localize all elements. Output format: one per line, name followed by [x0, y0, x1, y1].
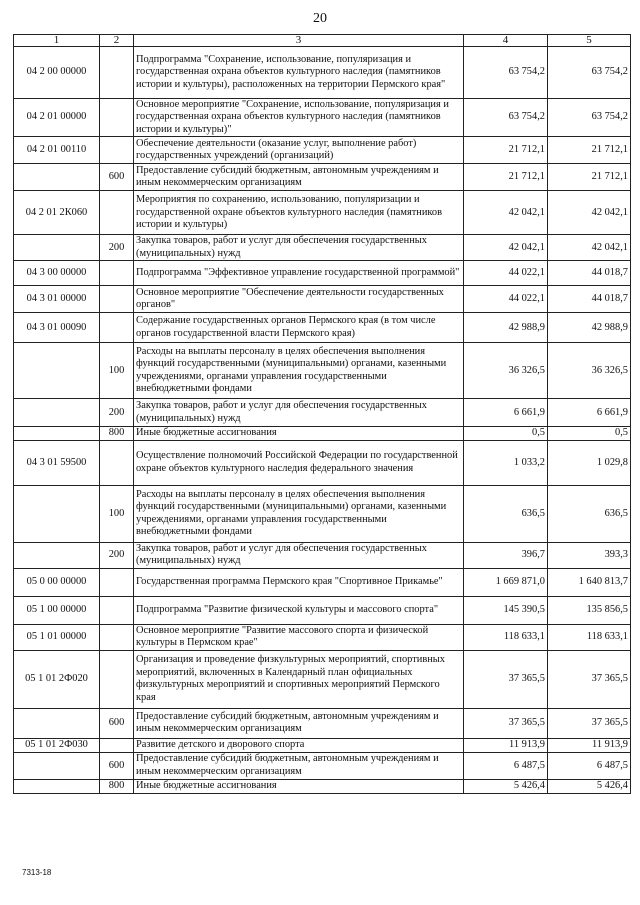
row-value-col5: 37 365,5 — [548, 708, 631, 738]
row-value-col5: 6 661,9 — [548, 399, 631, 427]
document-code: 7313-18 — [22, 868, 52, 877]
row-name: Предоставление субсидий бюджетным, автономным учреждениям и иным некоммерческим организациям — [134, 708, 464, 738]
row-value-col5: 636,5 — [548, 485, 631, 542]
table-row — [14, 440, 631, 485]
row-value-col5: 118 633,1 — [548, 624, 631, 650]
row-name: Предоставление субсидий бюджетным, автономным учреждениям и иным некоммерческим организациям — [134, 164, 464, 191]
row-code — [14, 399, 100, 427]
header-col-2: 2 — [100, 35, 134, 47]
table-row — [14, 261, 631, 286]
row-expense-type — [100, 47, 134, 99]
row-value-col5: 63 754,2 — [548, 47, 631, 99]
table-row — [14, 738, 631, 752]
row-code: 04 2 01 00110 — [14, 137, 100, 164]
row-expense-type — [100, 191, 134, 235]
row-expense-type: 200 — [100, 542, 134, 568]
row-value-col5: 11 913,9 — [548, 738, 631, 752]
row-expense-type — [100, 624, 134, 650]
row-name: Основное мероприятие "Развитие массового спорта и физической культуры в Пермском крае" — [134, 624, 464, 650]
row-value-col5: 21 712,1 — [548, 137, 631, 164]
row-expense-type — [100, 568, 134, 596]
table-row — [14, 752, 631, 779]
row-value-col4: 63 754,2 — [464, 47, 548, 99]
row-expense-type: 600 — [100, 708, 134, 738]
row-value-col5: 5 426,4 — [548, 779, 631, 793]
table-row — [14, 485, 631, 542]
table-row — [14, 779, 631, 793]
row-code — [14, 485, 100, 542]
row-expense-type: 800 — [100, 779, 134, 793]
row-value-col5: 63 754,2 — [548, 99, 631, 137]
row-value-col4: 42 988,9 — [464, 313, 548, 343]
row-code — [14, 427, 100, 440]
row-code: 04 3 01 00090 — [14, 313, 100, 343]
budget-table — [13, 34, 631, 794]
header-col-4: 4 — [464, 35, 548, 47]
row-value-col4: 5 426,4 — [464, 779, 548, 793]
row-code: 05 1 01 2Ф030 — [14, 738, 100, 752]
row-name: Государственная программа Пермского края "Спортивное Прикамье" — [134, 568, 464, 596]
row-value-col4: 6 661,9 — [464, 399, 548, 427]
row-code: 05 1 00 00000 — [14, 596, 100, 624]
row-expense-type: 100 — [100, 343, 134, 399]
row-value-col5: 393,3 — [548, 542, 631, 568]
row-name: Организация и проведение физкультурных мероприятий, спортивных мероприятий, включенных в Календарный план официальных физкультурных мероприятий и спортивных мероприятий Пермского края — [134, 650, 464, 708]
table-row — [14, 191, 631, 235]
row-value-col4: 44 022,1 — [464, 286, 548, 313]
header-col-5: 5 — [548, 35, 631, 47]
row-value-col5: 1 640 813,7 — [548, 568, 631, 596]
header-row — [14, 35, 631, 47]
row-name: Подпрограмма "Развитие физической культуры и массового спорта" — [134, 596, 464, 624]
row-value-col5: 44 018,7 — [548, 261, 631, 286]
row-value-col4: 145 390,5 — [464, 596, 548, 624]
row-expense-type — [100, 137, 134, 164]
row-expense-type: 600 — [100, 164, 134, 191]
row-value-col5: 1 029,8 — [548, 440, 631, 485]
row-value-col4: 6 487,5 — [464, 752, 548, 779]
row-code: 04 3 01 59500 — [14, 440, 100, 485]
row-value-col4: 11 913,9 — [464, 738, 548, 752]
table-row — [14, 399, 631, 427]
row-value-col5: 42 042,1 — [548, 191, 631, 235]
row-code: 05 1 01 00000 — [14, 624, 100, 650]
row-code: 04 2 00 00000 — [14, 47, 100, 99]
table-row — [14, 596, 631, 624]
row-name: Закупка товаров, работ и услуг для обеспечения государственных (муниципальных) нужд — [134, 399, 464, 427]
table-row — [14, 235, 631, 261]
row-expense-type — [100, 596, 134, 624]
table-row — [14, 343, 631, 399]
table-row — [14, 650, 631, 708]
row-expense-type — [100, 738, 134, 752]
row-value-col4: 118 633,1 — [464, 624, 548, 650]
row-code: 04 3 00 00000 — [14, 261, 100, 286]
row-value-col4: 636,5 — [464, 485, 548, 542]
row-name: Закупка товаров, работ и услуг для обеспечения государственных (муниципальных) нужд — [134, 542, 464, 568]
row-name: Содержание государственных органов Пермского края (в том числе органов государственной власти Пермского края) — [134, 313, 464, 343]
row-value-col4: 21 712,1 — [464, 137, 548, 164]
row-code: 05 1 01 2Ф020 — [14, 650, 100, 708]
table-row — [14, 542, 631, 568]
row-name: Предоставление субсидий бюджетным, автономным учреждениям и иным некоммерческим организациям — [134, 752, 464, 779]
row-value-col5: 0,5 — [548, 427, 631, 440]
row-value-col4: 42 042,1 — [464, 191, 548, 235]
header-col-3: 3 — [134, 35, 464, 47]
table-row — [14, 137, 631, 164]
row-name: Закупка товаров, работ и услуг для обеспечения государственных (муниципальных) нужд — [134, 235, 464, 261]
row-expense-type: 100 — [100, 485, 134, 542]
row-expense-type — [100, 286, 134, 313]
row-name: Расходы на выплаты персоналу в целях обеспечения выполнения функций государственными (муниципальными) органами, казенными учреждениями, органами управления государственными внебюджетными фондами — [134, 485, 464, 542]
row-name: Основное мероприятие "Обеспечение деятельности государственных органов" — [134, 286, 464, 313]
row-value-col4: 37 365,5 — [464, 708, 548, 738]
row-expense-type — [100, 440, 134, 485]
row-name: Подпрограмма "Сохранение, использование, популяризация и государственная охрана объектов культурного наследия (памятников истории и культуры), расположенных на территории Пермского края" — [134, 47, 464, 99]
table-row — [14, 286, 631, 313]
table-row — [14, 624, 631, 650]
row-code — [14, 708, 100, 738]
row-expense-type — [100, 99, 134, 137]
row-name: Расходы на выплаты персоналу в целях обеспечения выполнения функций государственными (муниципальными) органами, казенными учреждениями, органами управления государственными внебюджетными фондами — [134, 343, 464, 399]
row-code: 04 2 01 00000 — [14, 99, 100, 137]
row-code: 05 0 00 00000 — [14, 568, 100, 596]
row-value-col5: 21 712,1 — [548, 164, 631, 191]
row-value-col5: 42 988,9 — [548, 313, 631, 343]
row-code — [14, 752, 100, 779]
row-expense-type — [100, 650, 134, 708]
row-value-col5: 135 856,5 — [548, 596, 631, 624]
table-row — [14, 708, 631, 738]
row-name: Подпрограмма "Эффективное управление государственной программой" — [134, 261, 464, 286]
row-code: 04 3 01 00000 — [14, 286, 100, 313]
row-code — [14, 779, 100, 793]
row-expense-type — [100, 261, 134, 286]
row-code — [14, 235, 100, 261]
row-value-col5: 37 365,5 — [548, 650, 631, 708]
table-row — [14, 427, 631, 440]
row-name: Мероприятия по сохранению, использованию, популяризации и государственной охране объектов культурного наследия (памятников истории и культуры) — [134, 191, 464, 235]
row-name: Обеспечение деятельности (оказание услуг, выполнение работ) государственных учреждений (организаций) — [134, 137, 464, 164]
row-expense-type: 600 — [100, 752, 134, 779]
row-value-col4: 37 365,5 — [464, 650, 548, 708]
row-value-col5: 42 042,1 — [548, 235, 631, 261]
table-row — [14, 164, 631, 191]
row-expense-type: 200 — [100, 235, 134, 261]
page-number: 20 — [313, 11, 327, 26]
row-value-col4: 1 033,2 — [464, 440, 548, 485]
row-value-col4: 63 754,2 — [464, 99, 548, 137]
row-code: 04 2 01 2К060 — [14, 191, 100, 235]
row-value-col4: 1 669 871,0 — [464, 568, 548, 596]
row-expense-type — [100, 313, 134, 343]
row-expense-type: 200 — [100, 399, 134, 427]
table-row — [14, 313, 631, 343]
header-col-1: 1 — [14, 35, 100, 47]
row-name: Иные бюджетные ассигнования — [134, 779, 464, 793]
row-code — [14, 542, 100, 568]
row-value-col5: 36 326,5 — [548, 343, 631, 399]
row-expense-type: 800 — [100, 427, 134, 440]
row-value-col4: 44 022,1 — [464, 261, 548, 286]
row-name: Осуществление полномочий Российской Федерации по государственной охране объектов культурного наследия федерального значения — [134, 440, 464, 485]
table-row — [14, 47, 631, 99]
row-value-col4: 36 326,5 — [464, 343, 548, 399]
row-name: Развитие детского и дворового спорта — [134, 738, 464, 752]
row-code — [14, 164, 100, 191]
row-value-col5: 44 018,7 — [548, 286, 631, 313]
row-value-col5: 6 487,5 — [548, 752, 631, 779]
row-value-col4: 0,5 — [464, 427, 548, 440]
table-row — [14, 568, 631, 596]
row-code — [14, 343, 100, 399]
row-value-col4: 42 042,1 — [464, 235, 548, 261]
row-value-col4: 21 712,1 — [464, 164, 548, 191]
table-row — [14, 99, 631, 137]
row-name: Основное мероприятие "Сохранение, использование, популяризация и государственная охрана объектов культурного наследия (памятников истории и культуры)" — [134, 99, 464, 137]
row-name: Иные бюджетные ассигнования — [134, 427, 464, 440]
row-value-col4: 396,7 — [464, 542, 548, 568]
